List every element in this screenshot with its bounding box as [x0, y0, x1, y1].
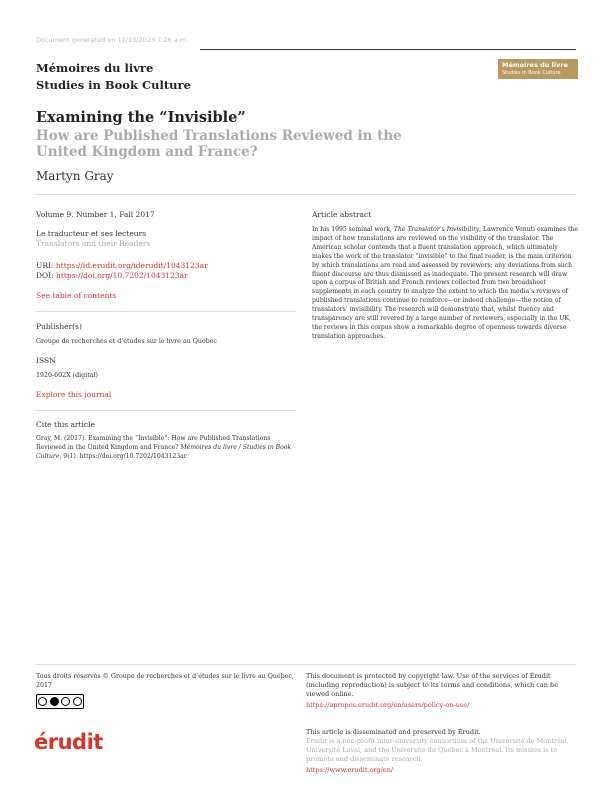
article-subtitle: How are Published Translations Reviewed in the United Kingdom and France?	[36, 128, 402, 160]
copyright-notice: This document is protected by copyright law. Use of the services of Érudit (including reproduction) is subject to its terms and conditions, which can be viewed online.	[306, 672, 559, 698]
citation-journal: Mémoires du livre / Studies in Book Culture	[36, 443, 292, 460]
abstract-part1: In his 1995 seminal work,	[312, 226, 394, 233]
top-divider	[200, 49, 576, 50]
generated-date: Document generated on 11/23/2023 7:26 a.m.	[36, 36, 189, 44]
header-divider	[36, 194, 576, 195]
abstract-text	[312, 226, 578, 342]
doi-label: DOI:	[36, 271, 57, 280]
consortium-text: Érudit is a non-profit inter-university consortium of the Université de Montréal, Université Laval, and the Université du Québec à Montréal. Its mission is to promote and disseminate research.	[306, 737, 569, 763]
doi-link[interactable]: https://doi.org/10.7202/1043123ar	[56, 271, 188, 280]
cc-icon	[38, 697, 47, 706]
journal-title	[36, 60, 191, 94]
divider-2	[36, 410, 296, 411]
logo-line1: Mémoires du livre	[502, 61, 568, 69]
divider-1	[36, 311, 296, 312]
explore-journal-link[interactable]: Explore this journal	[36, 390, 112, 399]
by-icon	[50, 697, 59, 706]
footer-divider	[36, 664, 576, 665]
journal-title-line1: Mémoires du livre	[36, 61, 154, 75]
erudit-logo: érudit	[34, 730, 103, 754]
uri-label: URI:	[36, 261, 56, 270]
policy-link[interactable]: https://apropos.erudit.org/en/users/policy-on-use/	[306, 701, 470, 709]
issn-value: 1920-602X (digital)	[36, 372, 98, 379]
logo-line2: Studies in Book Culture	[502, 70, 561, 76]
nc-icon	[61, 697, 70, 706]
nd-icon	[73, 697, 82, 706]
abstract-heading: Article abstract	[312, 210, 372, 219]
issue-theme-en: Translators and their Readers	[36, 239, 151, 248]
issn-heading: ISSN	[36, 356, 56, 365]
cc-license-badge[interactable]	[36, 694, 84, 709]
publisher-heading: Publisher(s)	[36, 322, 82, 331]
cite-heading: Cite this article	[36, 420, 95, 429]
issue-volume: Volume 9, Number 1, Fall 2017	[36, 210, 155, 219]
abstract-part2: , Lawrence Venuti examines the impact of how translations are reviewed on the visibility of the translator. The American scholar contends that a fluent translation approach, which ultimately makes the work of the translator “invisible” to the final reader, is the main criterion by which translations are read and assessed by reviewers; any deviations from such fluent discourse are thus dismissed as inadequate. The present research will draw upon a corpus of British and French reviews collected from two broadsheet supplements in each country to analyze the extent to which the media’s reviews of published translations continue to reinforce—or indeed challenge—the notion of translators’ invisibility. The research will demonstrate that, whilst fluency and transparency are still revered by a large number of reviewers, especially in the UK, the reviews in this corpus show a remarkable degree of openness towards diverse translation approaches.	[312, 226, 578, 340]
uri-line	[36, 261, 208, 270]
journal-title-line2: Studies in Book Culture	[36, 78, 191, 92]
article-title: Examining the “Invisible”	[36, 109, 246, 126]
issue-theme-fr: Le traducteur et ses lecteurs	[36, 229, 147, 238]
citation-part2: , 9(1). https://doi.org/10.7202/1043123ar	[59, 452, 187, 460]
doi-line	[36, 271, 188, 280]
toc-link[interactable]: See table of contents	[36, 291, 117, 300]
journal-logo	[498, 59, 578, 79]
rights-statement: Tous droits réservés © Groupe de recherches et d’études sur le livre au Québec, 2017	[36, 673, 294, 689]
citation-part1: Gray, M. (2017). Examining the “Invisible”: How are Published Translations Reviewed in the United Kingdom and France?	[36, 435, 271, 451]
disseminated-notice: This article is disseminated and preserved by Érudit.	[306, 728, 481, 736]
erudit-link[interactable]: https://www.erudit.org/en/	[306, 766, 394, 774]
article-author: Martyn Gray	[36, 169, 114, 183]
citation-text	[36, 435, 294, 462]
abstract-book-title: The Translator’s Invisibility	[393, 226, 480, 233]
publisher-name: Groupe de recherches et d’études sur le livre au Québec	[36, 338, 217, 345]
uri-link[interactable]: https://id.erudit.org/iderudit/1043123ar	[55, 261, 208, 270]
